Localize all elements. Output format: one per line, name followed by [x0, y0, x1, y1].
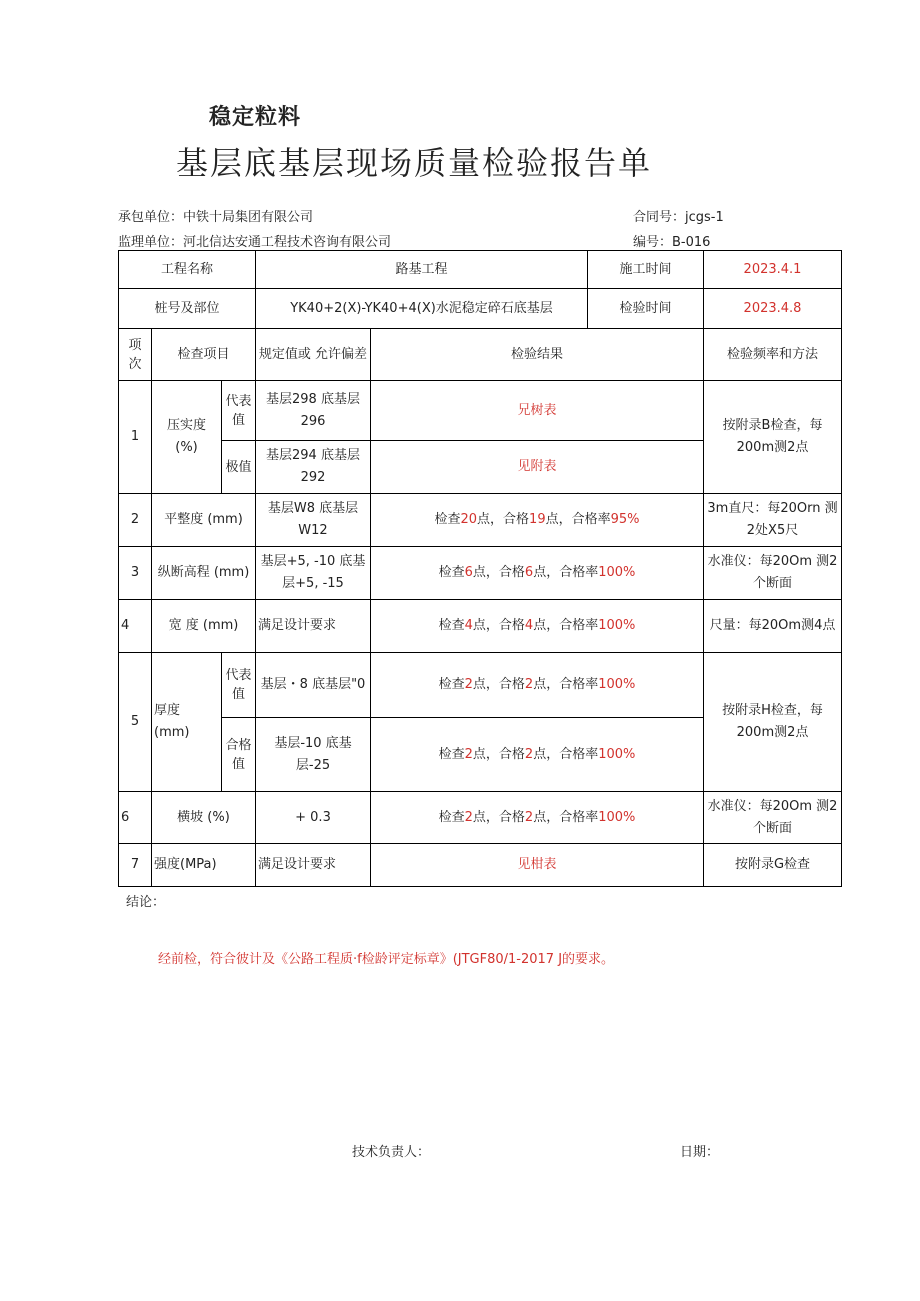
- table-row: [119, 792, 842, 844]
- row1-sub1: 代表值: [222, 381, 256, 441]
- row5-result1: 检查2点，合格2点，合格率100%: [371, 653, 704, 718]
- table-row: [119, 844, 842, 887]
- station-value: YK40+2(X)-YK40+4(X)水泥稳定碎石底基层: [256, 289, 588, 329]
- row1-spec2: 基层294 底基层292: [256, 441, 371, 494]
- col-item-header: 检查项目: [152, 329, 256, 381]
- table-row: [119, 494, 842, 547]
- row3-item: 纵断高程 (mm): [152, 547, 256, 600]
- technical-lead-signature-label: 技术负责人：: [352, 1145, 431, 1160]
- row4-spec: 满足设计要求: [256, 600, 371, 653]
- conclusion-text: 经前检，符合彼计及《公路工程质·f检龄评定标章》(JTGF80/1-2017 J的要求。: [158, 952, 615, 967]
- row6-no: 6: [119, 792, 152, 844]
- row5-sub1: 代表值: [222, 653, 256, 718]
- inspection-table: [118, 250, 842, 887]
- serial-number: 编号：B-016: [633, 235, 711, 250]
- row3-spec: 基层+5, -10 底基层+5, -15: [256, 547, 371, 600]
- row7-no: 7: [119, 844, 152, 887]
- row2-item: 平整度 (mm): [152, 494, 256, 547]
- row6-method: 水准仪：每20Om 测2个断面: [704, 792, 842, 844]
- inspect-time-label: 检验时间: [588, 289, 704, 329]
- contract-number: 合同号：jcgs-1: [633, 210, 724, 225]
- row2-result: 检查20点，合格19点，合格率95%: [371, 494, 704, 547]
- row4-item: 宽 度 (mm): [152, 600, 256, 653]
- construct-time-label: 施工时间: [588, 251, 704, 289]
- row1-no: 1: [119, 381, 152, 494]
- table-row: [119, 547, 842, 600]
- row5-spec2: 基层-10 底基层-25: [256, 718, 371, 792]
- row7-item: 强度(MPa): [152, 844, 256, 887]
- row1-sub2: 极值: [222, 441, 256, 494]
- document-subtitle: 稳定粒料: [209, 105, 302, 130]
- conclusion-label: 结论：: [126, 895, 166, 910]
- column-header-row: [119, 329, 842, 381]
- col-spec-header: 规定值或 允许偏差: [256, 329, 371, 381]
- col-result-header: 检验结果: [371, 329, 704, 381]
- row5-method: 按附录H检查，每200m测2点: [704, 653, 842, 792]
- row7-result: 见柑表: [371, 844, 704, 887]
- row5-spec1: 基层・8 底基层"0: [256, 653, 371, 718]
- info-row-station: [119, 289, 842, 329]
- info-row-project: [119, 251, 842, 289]
- col-no-header: [119, 329, 152, 381]
- row6-item: 横坡 (%): [152, 792, 256, 844]
- date-label: 日期：: [680, 1145, 720, 1160]
- row7-method: 按附录G检查: [704, 844, 842, 887]
- row7-spec: 满足设计要求: [256, 844, 371, 887]
- table-row: [119, 381, 842, 441]
- row1-item: 压实度 (%): [152, 381, 222, 494]
- row5-item: 厚度 (mm): [152, 653, 222, 792]
- row6-result: 检查2点，合格2点，合格率100%: [371, 792, 704, 844]
- col-no-b: 次: [128, 356, 142, 372]
- row5-sub2: 合格值: [222, 718, 256, 792]
- col-method-header: 检验频率和方法: [704, 329, 842, 381]
- row5-result2: 检查2点，合格2点，合格率100%: [371, 718, 704, 792]
- row1-result1: 兄树表: [371, 381, 704, 441]
- row3-method: 水准仪：每20Om 测2个断面: [704, 547, 842, 600]
- row2-method: 3m直尺：每20Orn 测2处X5尺: [704, 494, 842, 547]
- station-label: 桩号及部位: [119, 289, 256, 329]
- col-no-a: 项: [128, 337, 142, 353]
- row5-no: 5: [119, 653, 152, 792]
- row1-spec1: 基层298 底基层296: [256, 381, 371, 441]
- supervisor-line: 监理单位：河北信达安通工程技术咨询有限公司: [118, 235, 392, 250]
- table-row: [119, 600, 842, 653]
- row2-spec: 基层W8 底基层W12: [256, 494, 371, 547]
- inspect-time-value: 2023.4.8: [704, 289, 842, 329]
- project-label: 工程名称: [119, 251, 256, 289]
- contractor-line: 承包单位：中铁十局集团有限公司: [118, 210, 314, 225]
- row3-no: 3: [119, 547, 152, 600]
- document-title: 基层底基层现场质量检验报告单: [176, 144, 653, 182]
- row4-result: 检查4点，合格4点，合格率100%: [371, 600, 704, 653]
- row4-no: 4: [119, 600, 152, 653]
- row1-result2: 见附表: [371, 441, 704, 494]
- table-row: [119, 653, 842, 718]
- row3-result: 检查6点，合格6点，合格率100%: [371, 547, 704, 600]
- row6-spec: + 0.3: [256, 792, 371, 844]
- row1-method: 按附录B检查，每200m测2点: [704, 381, 842, 494]
- construct-time-value: 2023.4.1: [704, 251, 842, 289]
- row2-no: 2: [119, 494, 152, 547]
- project-value: 路基工程: [256, 251, 588, 289]
- row4-method: 尺量：每20Om测4点: [704, 600, 842, 653]
